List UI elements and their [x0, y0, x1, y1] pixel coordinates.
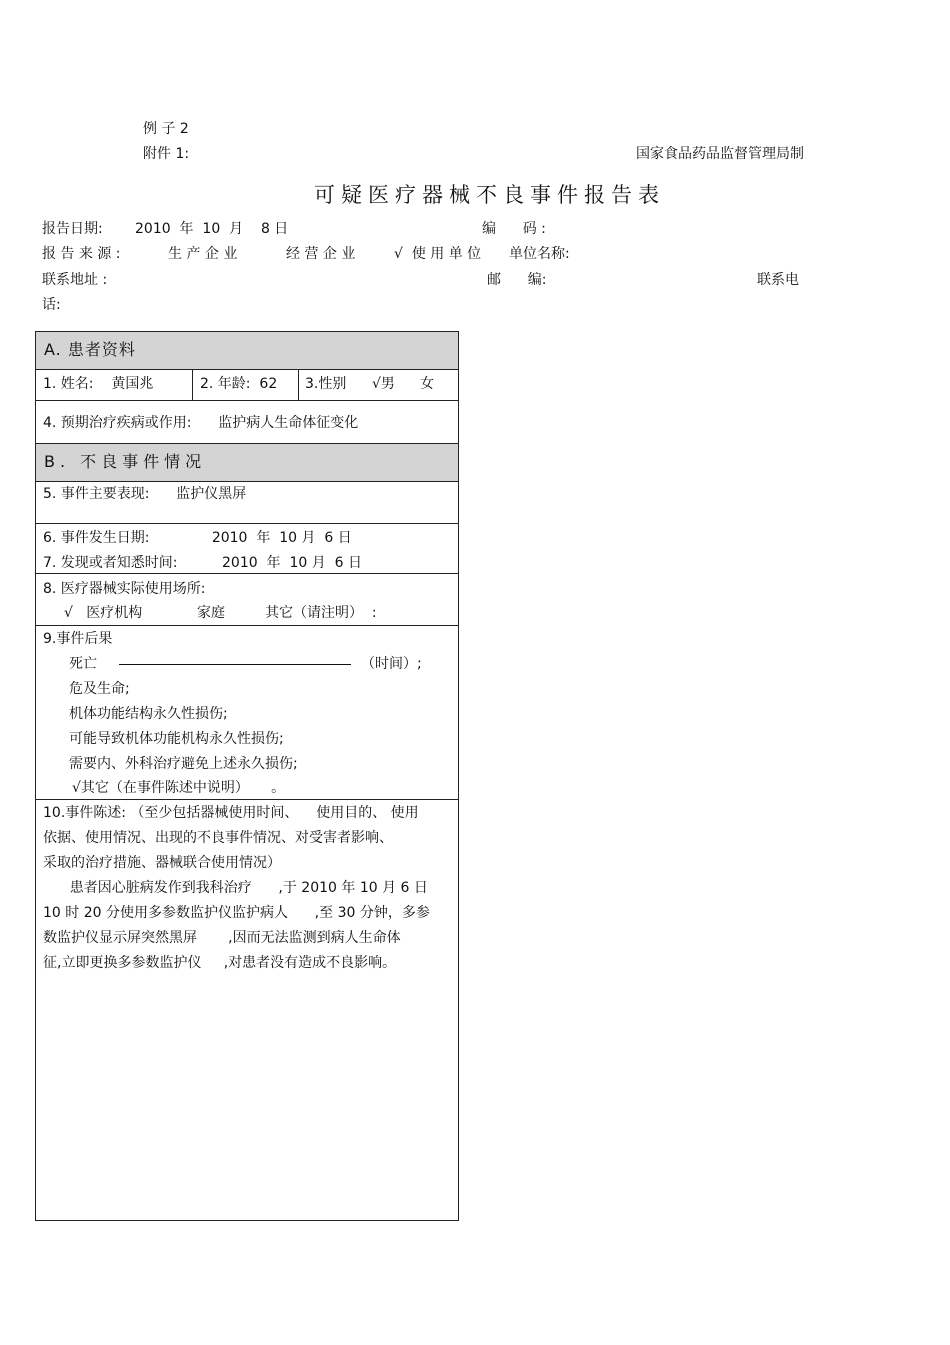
description-line: 依据、使用情况、出现的不良事件情况、对受害者影响、 [43, 830, 393, 846]
consequence-other: √其它（在事件陈述中说明） 。 [72, 780, 286, 796]
issuer-label: 国家食品药品监督管理局制 [636, 146, 804, 162]
source-option-manufacturer: 生 产 企 业 [168, 246, 238, 262]
consequence-treatment-needed: 需要内、外科治疗避免上述永久损伤; [69, 756, 298, 772]
section-b-header [36, 444, 458, 481]
event-description [43, 801, 455, 976]
example-label: 例 子 2 [143, 121, 189, 137]
phone-label-part1: 联系电 [757, 272, 799, 288]
patient-name: 1. 姓名: 黄国兆 [43, 376, 154, 392]
divider [36, 625, 458, 626]
death-time-label: （时间）; [361, 656, 422, 672]
discover-date: 7. 发现或者知悉时间: 2010 年 10 月 6 日 [43, 555, 362, 571]
usage-place-home: 家庭 [197, 605, 225, 621]
report-date-value: 2010 年 10 月 8 日 [135, 221, 289, 237]
death-time-blank [119, 664, 351, 665]
description-line: 征,立即更换多参数监护仪 ,对患者没有造成不良影响。 [43, 955, 397, 971]
patient-sex-label: 3.性别 [305, 376, 347, 392]
phone-label-part2: 话: [42, 297, 61, 313]
consequence-life-threat: 危及生命; [69, 681, 130, 697]
description-line: 患者因心脏病发作到我科治疗 ,于 2010 年 10 月 6 日 [43, 880, 428, 896]
description-line: 10 时 20 分使用多参数监护仪监护病人 ,至 30 分钟，多参 [43, 905, 430, 921]
event-manifestation: 5. 事件主要表现: 监护仪黑屏 [43, 486, 247, 502]
report-source-label: 报 告 来 源 : [42, 246, 121, 262]
postcode-label: 邮 编: [487, 272, 547, 288]
consequence-permanent-damage: 机体功能结构永久性损伤; [69, 706, 228, 722]
usage-place-other: 其它（请注明） : [265, 605, 377, 621]
page-title: 可疑医疗器械不良事件报告表 [314, 183, 665, 207]
consequence-death-row [69, 655, 422, 673]
source-option-distributor: 经 营 企 业 [286, 246, 356, 262]
section-b-title: B. 不良事件情况 [44, 452, 207, 471]
description-line: 数监护仪显示屏突然黑屏 ,因而无法监测到病人生命体 [43, 930, 401, 946]
patient-sex-female: 女 [420, 376, 434, 392]
event-date: 6. 事件发生日期: 2010 年 10 月 6 日 [43, 530, 352, 546]
consequence-possible-damage: 可能导致机体功能机构永久性损伤; [69, 731, 284, 747]
section-a-title: A. 患者资料 [44, 340, 136, 359]
consequence-death: 死亡 [69, 656, 97, 672]
divider [36, 799, 458, 800]
report-form [35, 331, 459, 1221]
source-option-user: √ 使 用 单 位 [394, 246, 482, 262]
divider [36, 481, 458, 482]
divider [192, 369, 193, 400]
usage-place-medical: √ 医疗机构 [64, 605, 143, 621]
unit-name-label: 单位名称: [509, 246, 570, 262]
description-line: 采取的治疗措施、器械联合使用情况） [43, 855, 281, 871]
consequence-label: 9.事件后果 [43, 631, 113, 647]
divider [298, 369, 299, 400]
expected-treatment: 4. 预期治疗疾病或作用: 监护病人生命体征变化 [43, 415, 359, 431]
attachment-label: 附件 1: [143, 146, 190, 162]
usage-place-label: 8. 医疗器械实际使用场所: [43, 581, 206, 597]
address-label: 联系地址 : [42, 272, 108, 288]
description-line: 10.事件陈述: （至少包括器械使用时间、 使用目的、 使用 [43, 805, 419, 821]
section-a-header [36, 332, 458, 369]
divider [36, 400, 458, 401]
divider [36, 523, 458, 524]
patient-age: 2. 年龄: 62 [200, 376, 278, 392]
code-label: 编 码 : [482, 221, 546, 237]
report-date-label: 报告日期: [42, 221, 103, 237]
divider [36, 573, 458, 574]
patient-sex-male: √男 [372, 376, 395, 392]
divider [36, 369, 458, 370]
